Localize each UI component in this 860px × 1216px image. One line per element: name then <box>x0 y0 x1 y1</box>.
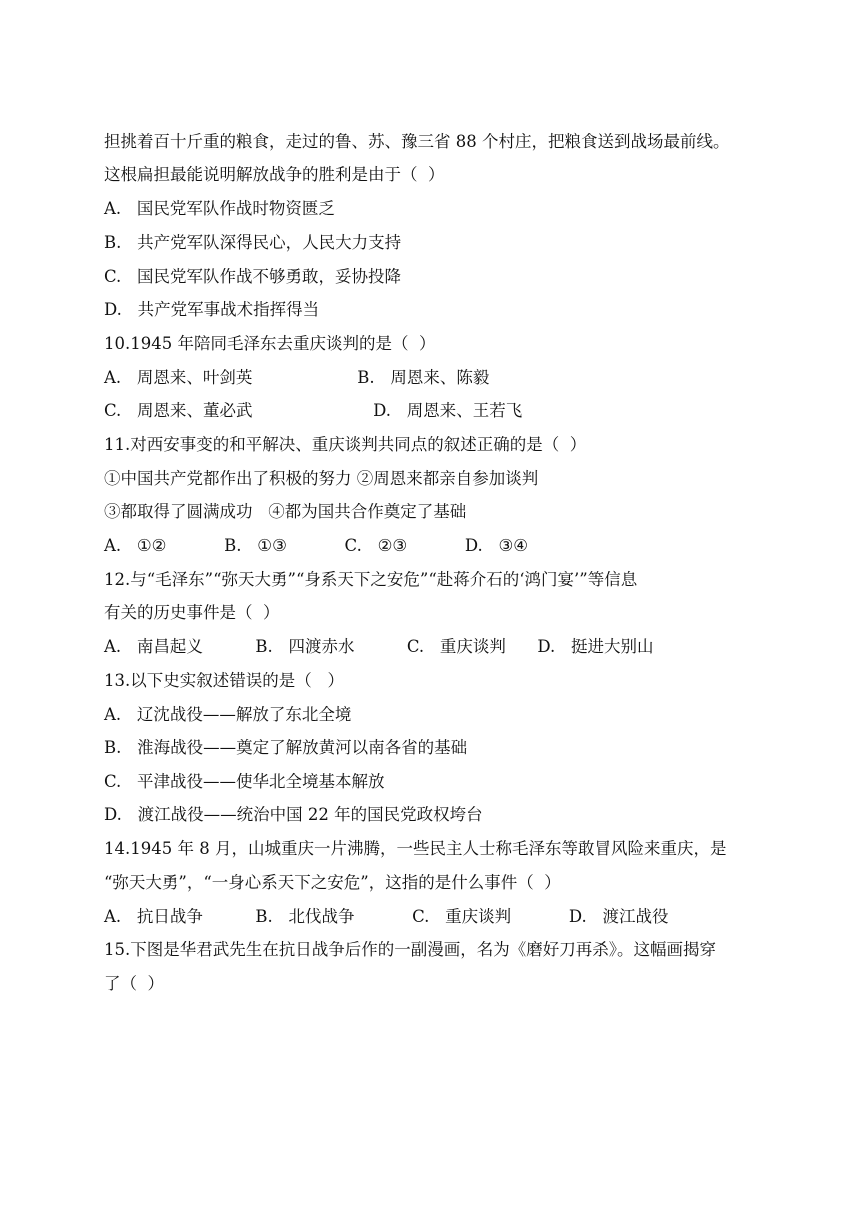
question-12-stem: 12.与“毛泽东”“弥天大勇”“身系天下之安危”“赴蒋介石的‘鸿门宴’”等信息 <box>104 570 638 589</box>
option-line: A. 抗日战争 B. 北伐战争 C. 重庆谈判 D. 渡江战役 <box>104 907 669 926</box>
text-line: 担挑着百十斤重的粮食，走过的鲁、苏、豫三省 88 个村庄，把粮食送到战场最前线。 <box>104 132 730 151</box>
option-line: B. 共产党军队深得民心，人民大力支持 <box>104 233 402 252</box>
question-14-stem-cont: “弥天大勇”，“一身心系天下之安危”，这指的是什么事件（ ） <box>104 873 561 892</box>
option-line: A. ①② B. ①③ C. ②③ D. ③④ <box>104 536 529 555</box>
option-line: A. 辽沈战役——解放了东北全境 <box>104 705 352 724</box>
option-line: B. 淮海战役——奠定了解放黄河以南各省的基础 <box>104 738 468 757</box>
option-line: D. 共产党军事战术指挥得当 <box>104 300 320 319</box>
question-12-stem-cont: 有关的历史事件是（ ） <box>104 603 280 622</box>
question-14-stem: 14.1945 年 8 月，山城重庆一片沸腾，一些民主人士称毛泽东等敢冒风险来重庆，是 <box>104 839 727 858</box>
question-9-stem: 这根扁担最能说明解放战争的胜利是由于（ ） <box>104 165 445 184</box>
question-15-stem-cont: 了（ ） <box>104 974 164 993</box>
option-line: C. 平津战役——使华北全境基本解放 <box>104 772 385 791</box>
question-11-stem: 11.对西安事变的和平解决、重庆谈判共同点的叙述正确的是（ ） <box>104 435 587 454</box>
option-line: A. 南昌起义 B. 四渡赤水 C. 重庆谈判 D. 挺进大别山 <box>104 637 654 656</box>
option-line: A. 国民党军队作战时物资匮乏 <box>104 199 335 218</box>
statement-line: ③都取得了圆满成功 ④都为国共合作奠定了基础 <box>104 502 467 521</box>
option-line: D. 渡江战役——统治中国 22 年的国民党政权垮台 <box>104 805 483 824</box>
option-line: A. 周恩来、叶剑英 B. 周恩来、陈毅 <box>104 368 490 387</box>
question-10-stem: 10.1945 年陪同毛泽东去重庆谈判的是（ ） <box>104 334 436 353</box>
question-13-stem: 13.以下史实叙述错误的是（ ） <box>104 671 344 690</box>
option-line: C. 国民党军队作战不够勇敢，妥协投降 <box>104 267 402 286</box>
question-15-stem: 15.下图是华君武先生在抗日战争后作的一副漫画，名为《磨好刀再杀》。这幅画揭穿 <box>104 940 716 959</box>
statement-line: ①中国共产党都作出了积极的努力 ②周恩来都亲自参加谈判 <box>104 469 539 488</box>
option-line: C. 周恩来、董必武 D. 周恩来、王若飞 <box>104 401 523 420</box>
